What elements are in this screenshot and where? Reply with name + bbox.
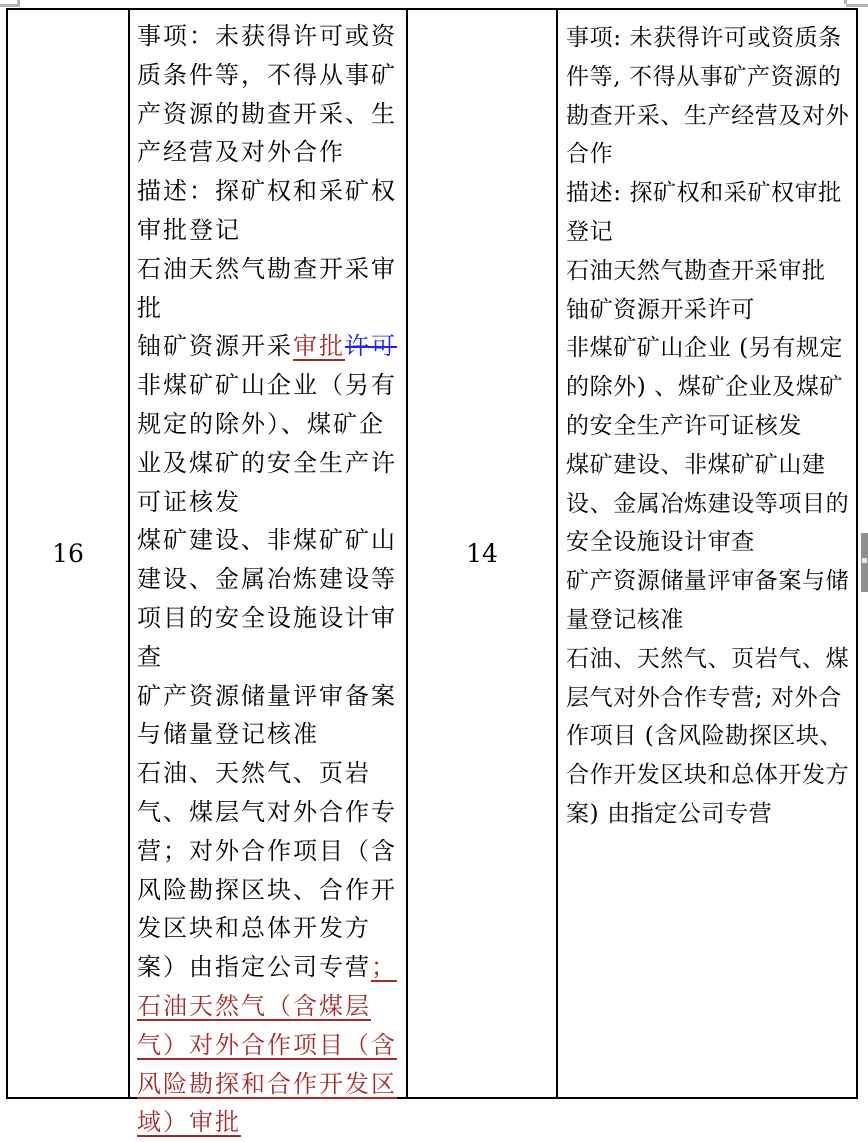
text-run: 石油、天然气、页岩气、煤层气对外合作专营；对外合作项目（含风险勘探区块、合作开发区块和总体开发方案）由指定公司专营 (137, 759, 397, 982)
deleted-text-run: 许可 (345, 332, 397, 361)
right-version-text-cell[interactable] (556, 10, 856, 1097)
paragraph (566, 174, 852, 252)
text-run: 石油天然气勘查开采审批 (566, 257, 826, 284)
text-run: 石油、天然气、页岩气、煤层气对外合作专营; 对外合作项目 (含风险勘探区块、合作开发区块和总体开发方案) 由指定公司专营 (566, 645, 850, 827)
paragraph (137, 250, 402, 328)
inserted-text-run: 审批 (293, 332, 345, 361)
text-run: 事项：未获得许可或资质条件等，不得从事矿产资源的勘查开采、生产经营及对外合作 (137, 22, 397, 167)
top-left-corner-mark (17, 0, 20, 4)
left-row-number-cell (8, 10, 128, 1097)
text-run: 煤矿建设、非煤矿矿山建设、金属冶炼建设等项目的安全设施设计审查 (566, 451, 850, 556)
text-run: 煤矿建设、非煤矿矿山建设、金属冶炼建设等项目的安全设施设计审查 (137, 526, 397, 671)
vertical-scrollbar-thumb[interactable] (861, 533, 868, 592)
paragraph (566, 252, 852, 291)
scrollbar-grip (862, 558, 867, 563)
text-run: 描述：探矿权和采矿权审批登记 (137, 177, 397, 244)
right-row-number: 14 (466, 539, 498, 568)
paragraph (137, 754, 402, 1142)
text-run: 事项: 未获得许可或资质条件等, 不得从事矿产资源的勘查开采、生产经营及对外合作 (566, 25, 850, 168)
paragraph (566, 329, 852, 445)
top-right-corner-mark (846, 4, 868, 7)
paragraph (566, 562, 852, 640)
text-run: 描述: 探矿权和采矿权审批登记 (566, 180, 842, 245)
paragraph (137, 677, 402, 755)
text-run: 矿产资源储量评审备案与储量登记核准 (137, 681, 397, 749)
paragraph (137, 172, 402, 250)
paragraph (566, 640, 852, 834)
paragraph (566, 291, 852, 330)
inserted-text-run: ；石油天然气（含煤层气）对外合作项目（含风险勘探和合作开发区域）审批 (137, 953, 397, 1137)
left-row-number: 16 (52, 539, 84, 568)
top-left-corner-mark (0, 4, 20, 7)
paragraph (137, 366, 402, 521)
text-run: 石油天然气勘查开采审批 (137, 254, 397, 322)
paragraph (566, 446, 852, 562)
paragraph (566, 19, 852, 174)
text-run: 非煤矿矿山企业 (另有规定的除外) 、煤矿企业及煤矿的安全生产许可证核发 (566, 335, 844, 439)
paragraph (137, 327, 402, 366)
comparison-table (6, 8, 858, 1137)
text-run: 矿产资源储量评审备案与储量登记核准 (566, 568, 850, 633)
text-run: 铀矿资源开采 (137, 332, 293, 361)
left-version-text-cell[interactable] (128, 10, 406, 1137)
text-run: 非煤矿矿山企业（另有规定的除外）、煤矿企业及煤矿的安全生产许可证核发 (137, 371, 397, 516)
paragraph (137, 521, 402, 676)
text-run: 铀矿资源开采许可 (566, 296, 755, 323)
right-row-number-cell (406, 10, 556, 1097)
paragraph (137, 17, 402, 172)
